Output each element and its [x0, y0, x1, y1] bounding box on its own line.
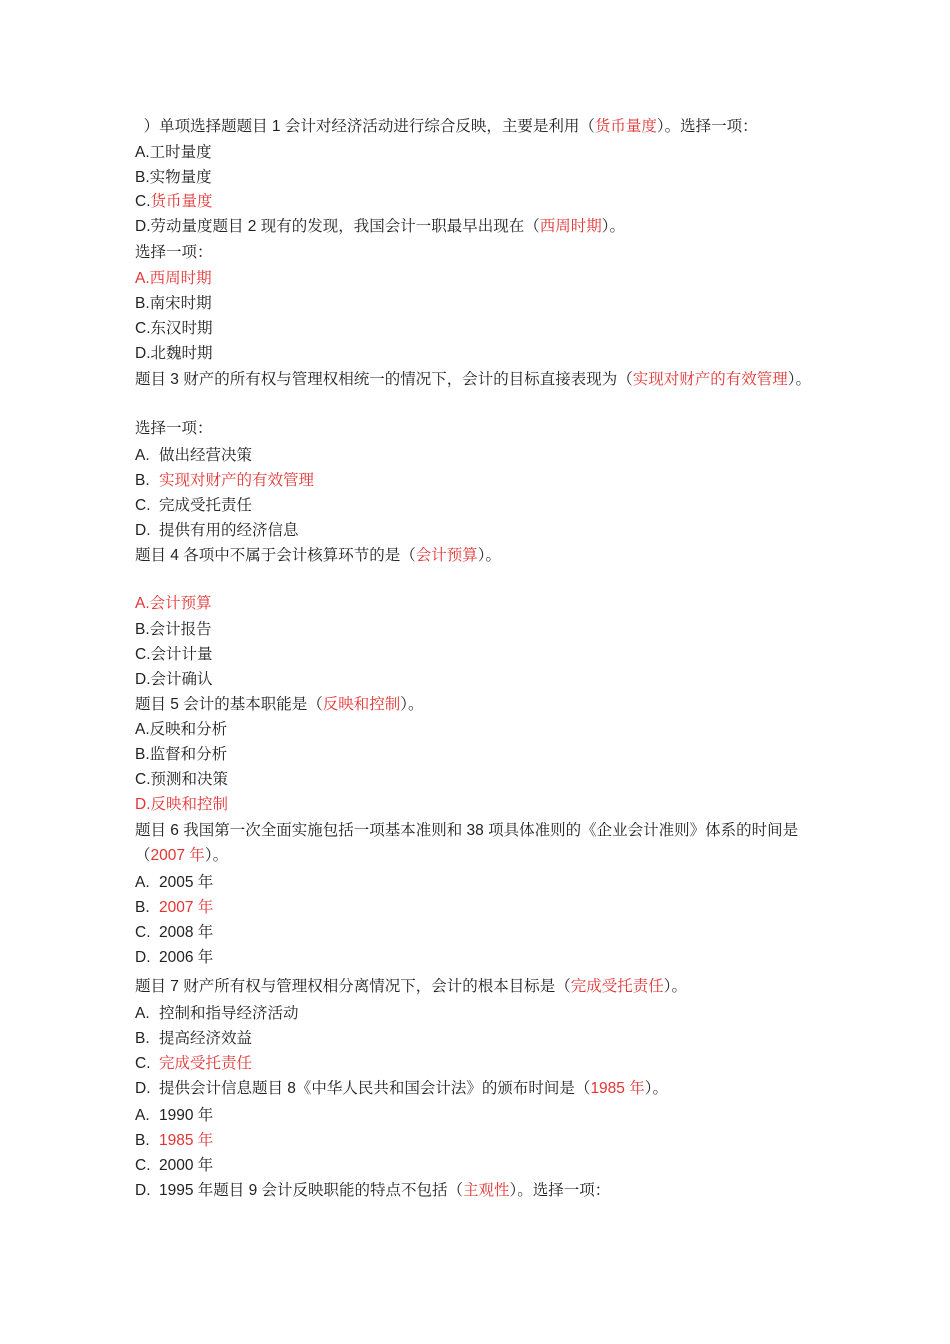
- text-line: [135, 794, 835, 816]
- body-text: 提供会计信息题目 8《中华人民共和国会计法》的颁布时间是（: [159, 1080, 591, 1097]
- answer-text: 货币量度: [594, 118, 657, 135]
- body-text: A.反映和分析: [135, 721, 228, 738]
- answer-text: 会计预算: [415, 547, 478, 564]
- option-letter: A.: [135, 874, 150, 891]
- option-letter: B.: [135, 1030, 150, 1047]
- body-text: ）。选择一项：: [509, 1182, 611, 1199]
- body-text: C.东汉时期: [135, 320, 213, 337]
- text-line: [135, 1105, 835, 1127]
- body-text: ）。选择一项：: [656, 118, 758, 135]
- text-line: [135, 216, 835, 238]
- body-text: ）。: [663, 978, 688, 995]
- text-line: [135, 1180, 835, 1202]
- option-letter: D.: [135, 522, 151, 539]
- body-text: D.会计确认: [135, 671, 213, 688]
- text-line: [135, 268, 835, 290]
- text-line: [135, 116, 835, 138]
- text-line: [135, 1155, 835, 1177]
- text-line: [135, 545, 835, 567]
- option-letter: B.: [135, 1132, 150, 1149]
- option-letter: C.: [135, 1055, 151, 1072]
- answer-text: 西周时期: [539, 218, 602, 235]
- text-line: [135, 669, 835, 691]
- answer-text: A.西周时期: [135, 270, 212, 287]
- answer-text: 实现对财产的有效管理: [159, 472, 315, 489]
- body-text: B.实物量度: [135, 169, 212, 186]
- text-line: [135, 343, 835, 365]
- option-letter: D.: [135, 1080, 151, 1097]
- body-text: 完成受托责任: [159, 497, 253, 514]
- answer-text: 完成受托责任: [159, 1055, 253, 1072]
- body-text: ）。: [601, 218, 626, 235]
- text-line: [135, 897, 835, 919]
- text-line: [135, 1028, 835, 1050]
- body-text: 提高经济效益: [159, 1030, 253, 1047]
- body-text: ）。: [787, 371, 812, 388]
- text-line: [135, 1053, 835, 1075]
- text-line: [135, 242, 835, 264]
- text-line: [135, 976, 835, 998]
- text-line: [135, 293, 835, 315]
- body-text: 2000 年: [159, 1157, 214, 1174]
- text-line: [135, 769, 835, 791]
- text-line: [135, 644, 835, 666]
- text-line: [135, 619, 835, 641]
- body-text: 1990 年: [159, 1107, 214, 1124]
- body-text: C.会计计量: [135, 646, 213, 663]
- text-line: [135, 922, 835, 944]
- text-line: [135, 167, 835, 189]
- text-line: [135, 872, 835, 894]
- body-text: ）。: [477, 547, 502, 564]
- option-letter: A.: [135, 1005, 150, 1022]
- text-line: [135, 744, 835, 766]
- option-letter: D.: [135, 1182, 151, 1199]
- body-text: ）。: [204, 847, 229, 864]
- body-text: A.工时量度: [135, 144, 212, 161]
- answer-text: 完成受托责任: [570, 978, 664, 995]
- body-text: 题目 5 会计的基本职能是（: [135, 696, 323, 713]
- body-text: 题目 7 财产所有权与管理权相分离情况下，会计的根本目标是（: [135, 978, 571, 995]
- option-letter: D.: [135, 949, 151, 966]
- body-text: 控制和指导经济活动: [159, 1005, 299, 1022]
- body-text: 2005 年: [159, 874, 214, 891]
- text-line: [135, 367, 835, 392]
- body-text: B.会计报告: [135, 621, 212, 638]
- answer-text: 2007 年: [150, 847, 205, 864]
- option-letter: C.: [135, 497, 151, 514]
- body-text: 1995 年题目 9 会计反映职能的特点不包括（: [159, 1182, 464, 1199]
- body-text: 题目 3 财产的所有权与管理权相统一的情况下，会计的目标直接表现为（: [135, 371, 633, 388]
- text-line: [135, 520, 835, 542]
- text-line: [135, 694, 835, 716]
- body-text: 题目 4 各项中不属于会计核算环节的是（: [135, 547, 416, 564]
- body-text: 选择一项：: [135, 420, 213, 437]
- text-line: [135, 191, 835, 213]
- text-line: [135, 947, 835, 969]
- answer-text: A.会计预算: [135, 595, 212, 612]
- body-text: D.劳动量度题目 2 现有的发现，我国会计一职最早出现在（: [135, 218, 540, 235]
- text-line: [135, 818, 835, 868]
- option-letter: C.: [135, 924, 151, 941]
- body-text: 2008 年: [159, 924, 214, 941]
- text-line: [135, 593, 835, 615]
- body-text: ）。: [644, 1080, 668, 1097]
- answer-text: 实现对财产的有效管理: [632, 371, 788, 388]
- body-text: C.: [135, 193, 151, 210]
- text-line: [135, 495, 835, 517]
- answer-text: 反映和控制: [322, 696, 401, 713]
- option-letter: B.: [135, 899, 150, 916]
- text-line: [135, 142, 835, 164]
- option-letter: A.: [135, 447, 150, 464]
- option-letter: A.: [135, 1107, 150, 1124]
- text-line: [135, 1003, 835, 1025]
- body-text: 题目 6 我国第一次全面实施包括一项基本准则和 38 项具体准则的《企业会计准则》体系的时间是（: [135, 822, 799, 864]
- text-line: [135, 1130, 835, 1152]
- body-text: 做出经营决策: [159, 447, 253, 464]
- answer-text: 1985 年: [159, 1132, 214, 1149]
- text-line: [135, 418, 835, 440]
- text-line: [135, 318, 835, 340]
- option-letter: C.: [135, 1157, 151, 1174]
- body-text: ）单项选择题题目 1 会计对经济活动进行综合反映，主要是利用（: [135, 118, 595, 135]
- body-text: D.北魏时期: [135, 345, 213, 362]
- answer-text: 2007 年: [159, 899, 214, 916]
- body-text: 提供有用的经济信息: [159, 522, 299, 539]
- option-letter: B.: [135, 472, 150, 489]
- text-line: [135, 1078, 835, 1100]
- body-text: 2006 年: [159, 949, 214, 966]
- answer-text: 货币量度: [150, 193, 213, 210]
- text-line: [135, 470, 835, 492]
- answer-text: 1985 年: [590, 1080, 645, 1097]
- answer-text: D.反映和控制: [135, 796, 229, 813]
- body-text: 选择一项：: [135, 244, 213, 261]
- text-line: [135, 445, 835, 467]
- text-line: [135, 719, 835, 741]
- answer-text: 主观性: [463, 1182, 510, 1199]
- body-text: B.南宋时期: [135, 295, 212, 312]
- body-text: C.预测和决策: [135, 771, 229, 788]
- body-text: ）。: [400, 696, 424, 713]
- body-text: B.监督和分析: [135, 746, 228, 763]
